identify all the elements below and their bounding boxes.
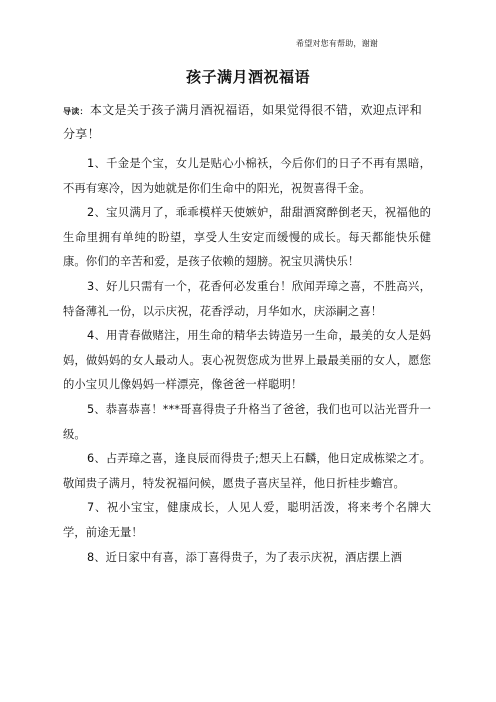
greeting-paragraph-6: 6、占弄璋之喜，逢良辰而得贵子;想天上石麟，他日定成栋梁之才。敬闻贵子满月，特发祝福问候，愿贵子喜庆呈祥，他日折桂步蟾宫。: [63, 452, 431, 490]
body-text: [63, 152, 431, 570]
intro-text: 本文是关于孩子满月酒祝福语，如果觉得很不错，欢迎点评和分享！: [63, 103, 423, 141]
greeting-paragraph-4: 4、用青春做赌注，用生命的精华去铸造另一生命，最美的女人是妈妈，做妈妈的女人最动人。衷心祝贺您成为世界上最最美丽的女人，愿您的小宝贝儿像妈妈一样漂亮，像爸爸一样聪明！: [63, 329, 431, 392]
header-note: 希望对您有帮助，谢谢: [296, 39, 378, 48]
greeting-paragraph-3: 3、好儿只需有一个，花香何必发重台！欣闻弄璋之喜，不胜高兴，特备薄礼一份，以示庆祝，花香浮动，月华如水，庆添嗣之喜！: [63, 279, 431, 318]
page-title: 孩子满月酒祝福语: [185, 68, 310, 86]
greeting-paragraph-7: 7、祝小宝宝，健康成长，人见人爱，聪明活泼，将来考个名牌大学，前途无量！: [63, 501, 431, 539]
greeting-paragraph-5: 5、恭喜恭喜！***哥喜得贵子升格当了爸爸，我们也可以沾光晋升一级。: [63, 402, 431, 441]
greeting-paragraph-8: 8、近日家中有喜，添丁喜得贵子，为了表示庆祝，酒店摆上酒: [87, 550, 403, 564]
intro-label: 导读：: [63, 107, 88, 116]
greeting-paragraph-1: 1、千金是个宝，女儿是贴心小棉袄，今后你们的日子不再有黑暗，不再有寒冷，因为她就是你们生命中的阳光，祝贺喜得千金。: [63, 157, 431, 195]
intro-paragraph: [63, 99, 431, 145]
greeting-paragraph-2: 2、宝贝满月了，乖乖模样天使嫉妒，甜甜酒窝醉倒老天，祝福他的生命里拥有单纯的盼望，享受人生安定而缓慢的成长。每天都能快乐健康。你们的辛苦和爱，是孩子依赖的翅膀。祝宝贝满快乐！: [63, 206, 431, 269]
